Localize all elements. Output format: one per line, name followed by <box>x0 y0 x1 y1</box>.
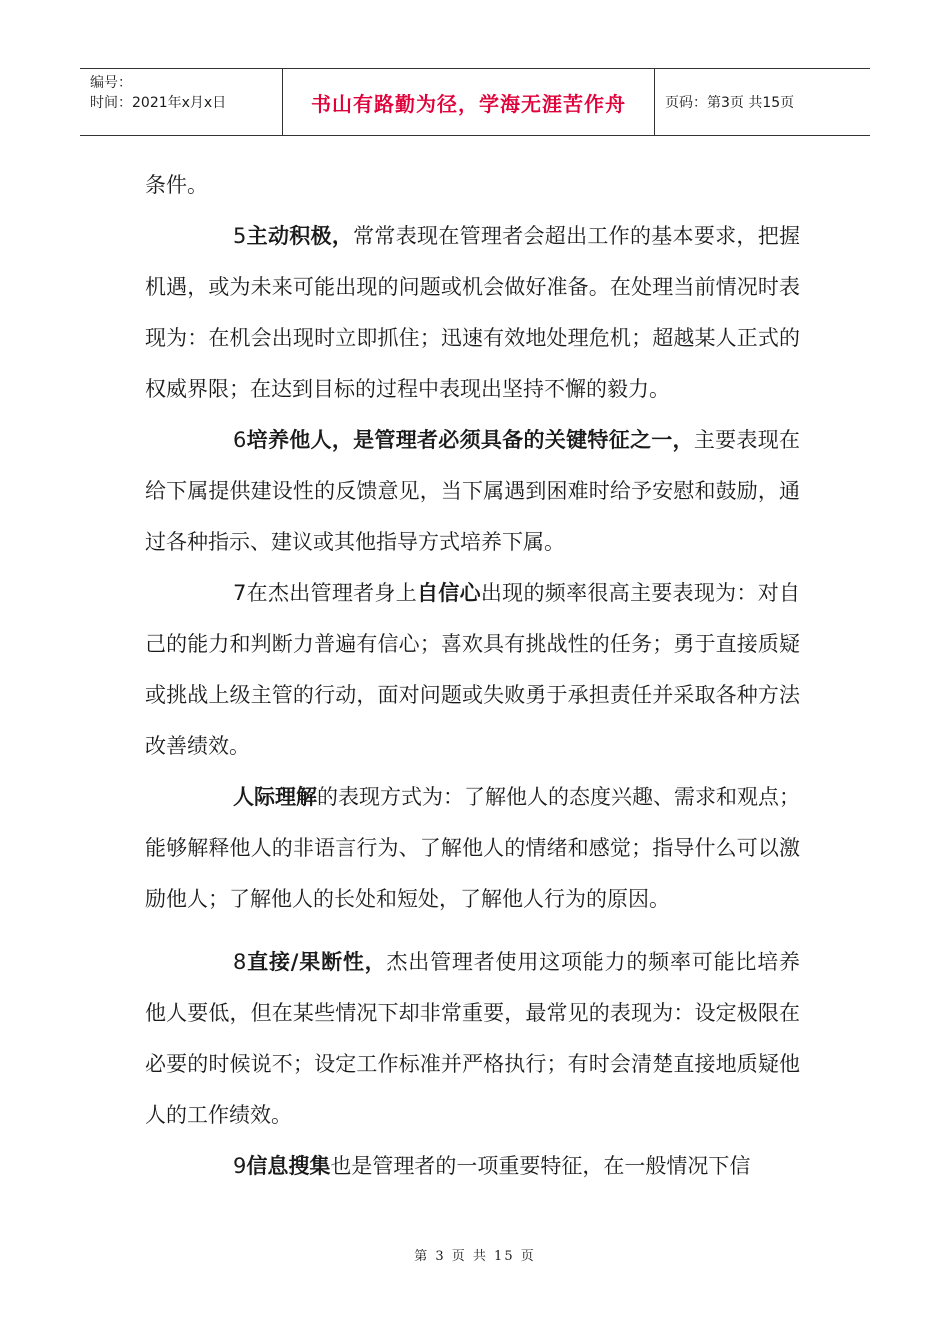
paragraph-interpersonal <box>145 772 800 925</box>
paragraph-number: 5 <box>233 224 247 248</box>
header-motto: 书山有路勤为径，学海无涯苦作舟 <box>283 69 655 135</box>
paragraph-directness <box>145 937 800 1141</box>
header-date: 时间：2021年x月x日 <box>90 95 227 111</box>
paragraph-text: 杰出管理者使用这项能力的频率可能比培养他人要低，但在某些情况下却非常重要，最常见的表现为：设定极限在必要的时候说不；设定工作标准并严格执行；有时会清楚直接地质疑他人的工作绩效。 <box>145 950 801 1127</box>
paragraph-number: 6 <box>233 428 247 452</box>
paragraph-text: 出现的频率很高主要表现为：对自己的能力和判断力普遍有信心；喜欢具有挑战性的任务；勇于直接质疑或挑战上级主管的行动，面对问题或失败勇于承担责任并采取各种方法改善绩效。 <box>145 581 800 758</box>
header-number-label: 编号： <box>90 75 132 91</box>
paragraph-conditions <box>145 160 800 211</box>
paragraph-text: 条件。 <box>145 173 208 197</box>
page-header <box>80 68 870 136</box>
paragraph-number: 9 <box>233 1154 247 1178</box>
paragraph-heading: 信息搜集 <box>246 1154 331 1178</box>
page-footer: 第 3 页 共 15 页 <box>414 1249 536 1264</box>
paragraph-text: 常常表现在管理者会超出工作的基本要求，把握机遇，或为未来可能出现的问题或机会做好准备。在处理当前情况时表现为：在机会出现时立即抓住；迅速有效地处理危机；超越某人正式的权威界限；在达到目标的过程中表现出坚持不懈的毅力。 <box>145 224 801 401</box>
paragraph-text: 的表现方式为：了解他人的态度兴趣、需求和观点；能够解释他人的非语言行为、了解他人的情绪和感觉；指导什么可以激励他人；了解他人的长处和短处，了解他人行为的原因。 <box>145 785 800 911</box>
paragraph-number: 7在杰出管理者身上 <box>233 581 417 605</box>
paragraph-self-confidence <box>145 568 800 772</box>
paragraph-develop-others <box>145 415 800 568</box>
header-meta <box>80 69 283 135</box>
paragraph-heading: 主动积极， <box>246 224 354 248</box>
paragraph-number: 8 <box>233 950 247 974</box>
header-page-info: 页码：第3页 共15页 <box>665 95 795 111</box>
paragraph-text: 主要表现在给下属提供建设性的反馈意见，当下属遇到困难时给予安慰和鼓励，通过各种指示、建议或其他指导方式培养下属。 <box>145 428 801 554</box>
paragraph-text: 也是管理者的一项重要特征，在一般情况下信 <box>330 1154 751 1178</box>
paragraph-heading: 培养他人，是管理者必须具备的关键特征之一， <box>246 428 694 452</box>
paragraph-info-gathering <box>145 1141 800 1192</box>
paragraph-heading: 直接/果断性， <box>246 950 387 974</box>
paragraph-proactive <box>145 211 800 415</box>
paragraph-heading: 人际理解 <box>233 785 317 809</box>
paragraph-heading: 自信心 <box>417 581 481 605</box>
document-body <box>145 160 800 1192</box>
